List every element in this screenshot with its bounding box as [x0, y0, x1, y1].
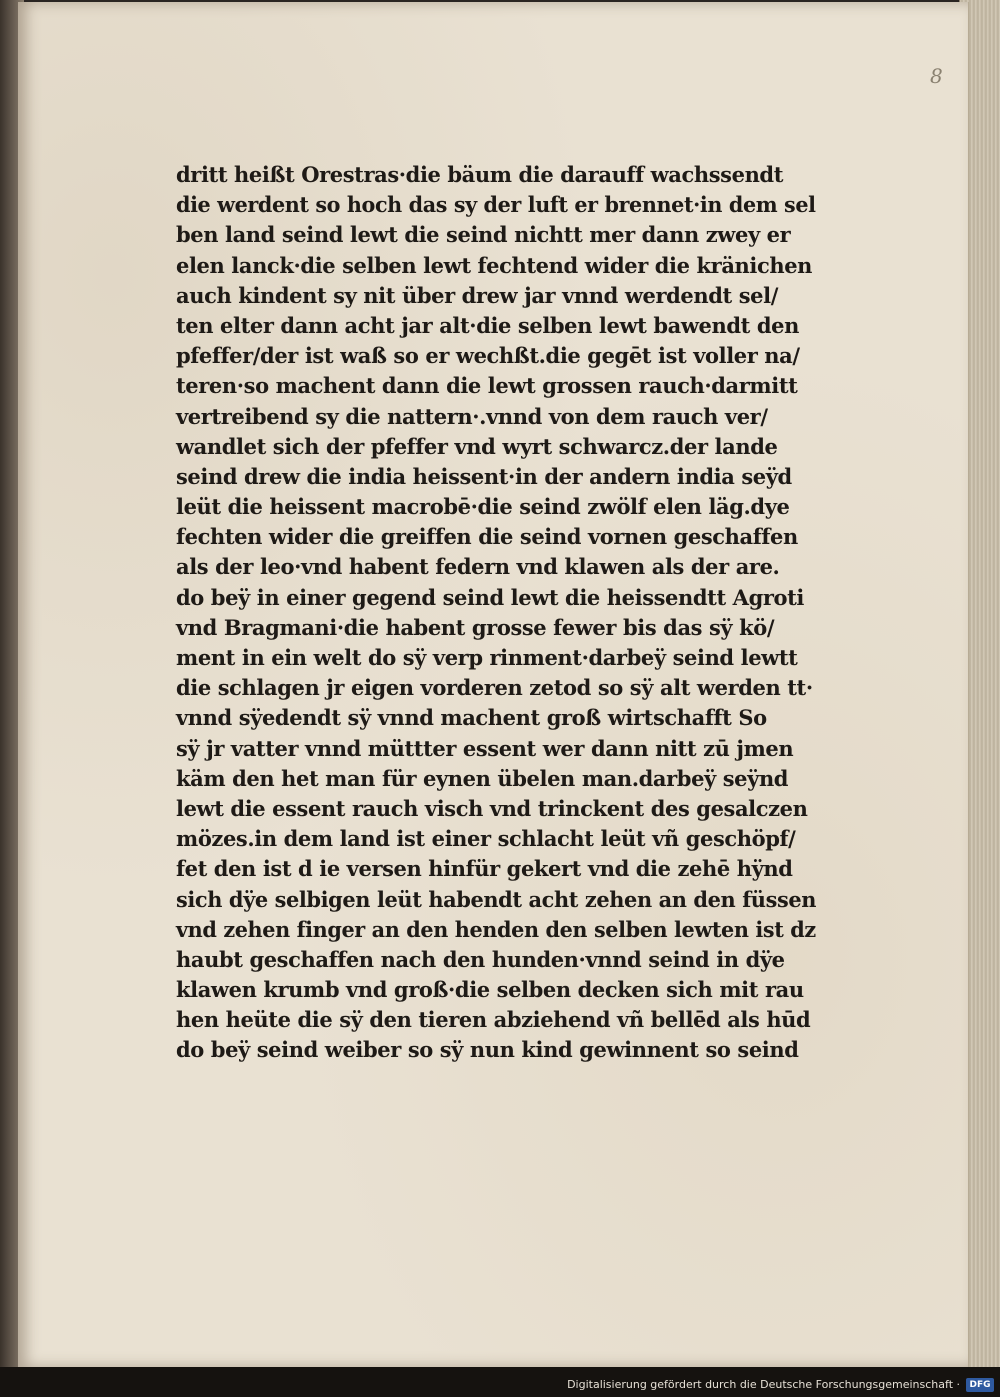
footer-bar	[0, 1367, 1000, 1397]
text-line: lewt die essent rauch visch vnd trinckent des gesalczen	[176, 795, 808, 821]
text-line: wandlet sich der pfeffer vnd wyrt schwarcz.der lande	[176, 433, 778, 459]
text-line: fet den ist d ie versen hinfür gekert vnd die zehē hÿnd	[176, 856, 793, 882]
text-line: die werdent so hoch das sy der luft er brennet·in dem sel	[176, 192, 816, 218]
text-line: teren·so machent dann die lewt grossen rauch·darmitt	[176, 373, 798, 399]
text-block	[176, 160, 816, 1066]
text-line: vnd Bragmani·die habent grosse fewer bis das sÿ kö/	[176, 614, 775, 640]
text-line: ben land seind lewt die seind nichtt mer dann zwey er	[176, 222, 791, 248]
text-line: hen heüte die sÿ den tieren abziehend vñ bellēd als hūd	[176, 1007, 811, 1033]
footer-credit: Digitalisierung gefördert durch die Deutsche Forschungsgemeinschaft ·	[567, 1378, 960, 1391]
text-line: dritt heißt Orestras·die bäum die darauff wachssendt	[176, 162, 784, 187]
text-line: auch kindent sy nit über drew jar vnnd werdendt sel/	[176, 282, 778, 308]
text-line: mözes.in dem land ist einer schlacht leüt vñ geschöpf/	[176, 826, 796, 852]
text-line: leüt die heissent macrobē·die seind zwölf elen läg.dye	[176, 494, 790, 520]
text-line: vnnd sÿedendt sÿ vnnd machent groß wirtschafft So	[176, 705, 767, 731]
text-line: do beÿ in einer gegend seind lewt die heissendtt Agroti	[176, 584, 804, 610]
text-line: vertreibend sy die nattern·.vnnd von dem rauch ver/	[176, 403, 768, 429]
folio-number: 8	[930, 64, 943, 88]
text-line: sÿ jr vatter vnnd müttter essent wer dann nitt zū jmen	[176, 735, 794, 761]
text-line: fechten wider die greiffen die seind vornen geschaffen	[176, 524, 798, 550]
text-line: elen lanck·die selben lewt fechtend wider die kränichen	[176, 252, 813, 278]
text-line: do beÿ seind weiber so sÿ nun kind gewinnent so seind	[176, 1037, 799, 1063]
text-line: ten elter dann acht jar alt·die selben lewt bawendt den	[176, 312, 799, 338]
text-line: vnd zehen finger an den henden den selben lewten ist dz	[176, 916, 816, 942]
text-line: seind drew die india heissent·in der andern india seÿd	[176, 463, 792, 489]
text-line: sich dÿe selbigen leüt habendt acht zehen an den füssen	[176, 886, 817, 912]
text-line: haubt geschaffen nach den hunden·vnnd seind in dÿe	[176, 946, 785, 972]
text-line: käm den het man für eynen übelen man.darbeÿ seÿnd	[176, 765, 789, 791]
text-line: klawen krumb vnd groß·die selben decken sich mit rau	[176, 977, 804, 1003]
text-line: als der leo·vnd habent federn vnd klawen als der are.	[176, 554, 780, 580]
text-line: ment in ein welt do sÿ verp rinment·darbeÿ seind lewtt	[176, 645, 798, 670]
text-line: die schlagen jr eigen vorderen zetod so sÿ alt werden tt·	[176, 675, 813, 701]
dfg-logo-icon: DFG	[966, 1378, 994, 1392]
text-line: pfeffer/der ist waß so er wechßt.die gegēt ist voller na/	[176, 343, 800, 369]
